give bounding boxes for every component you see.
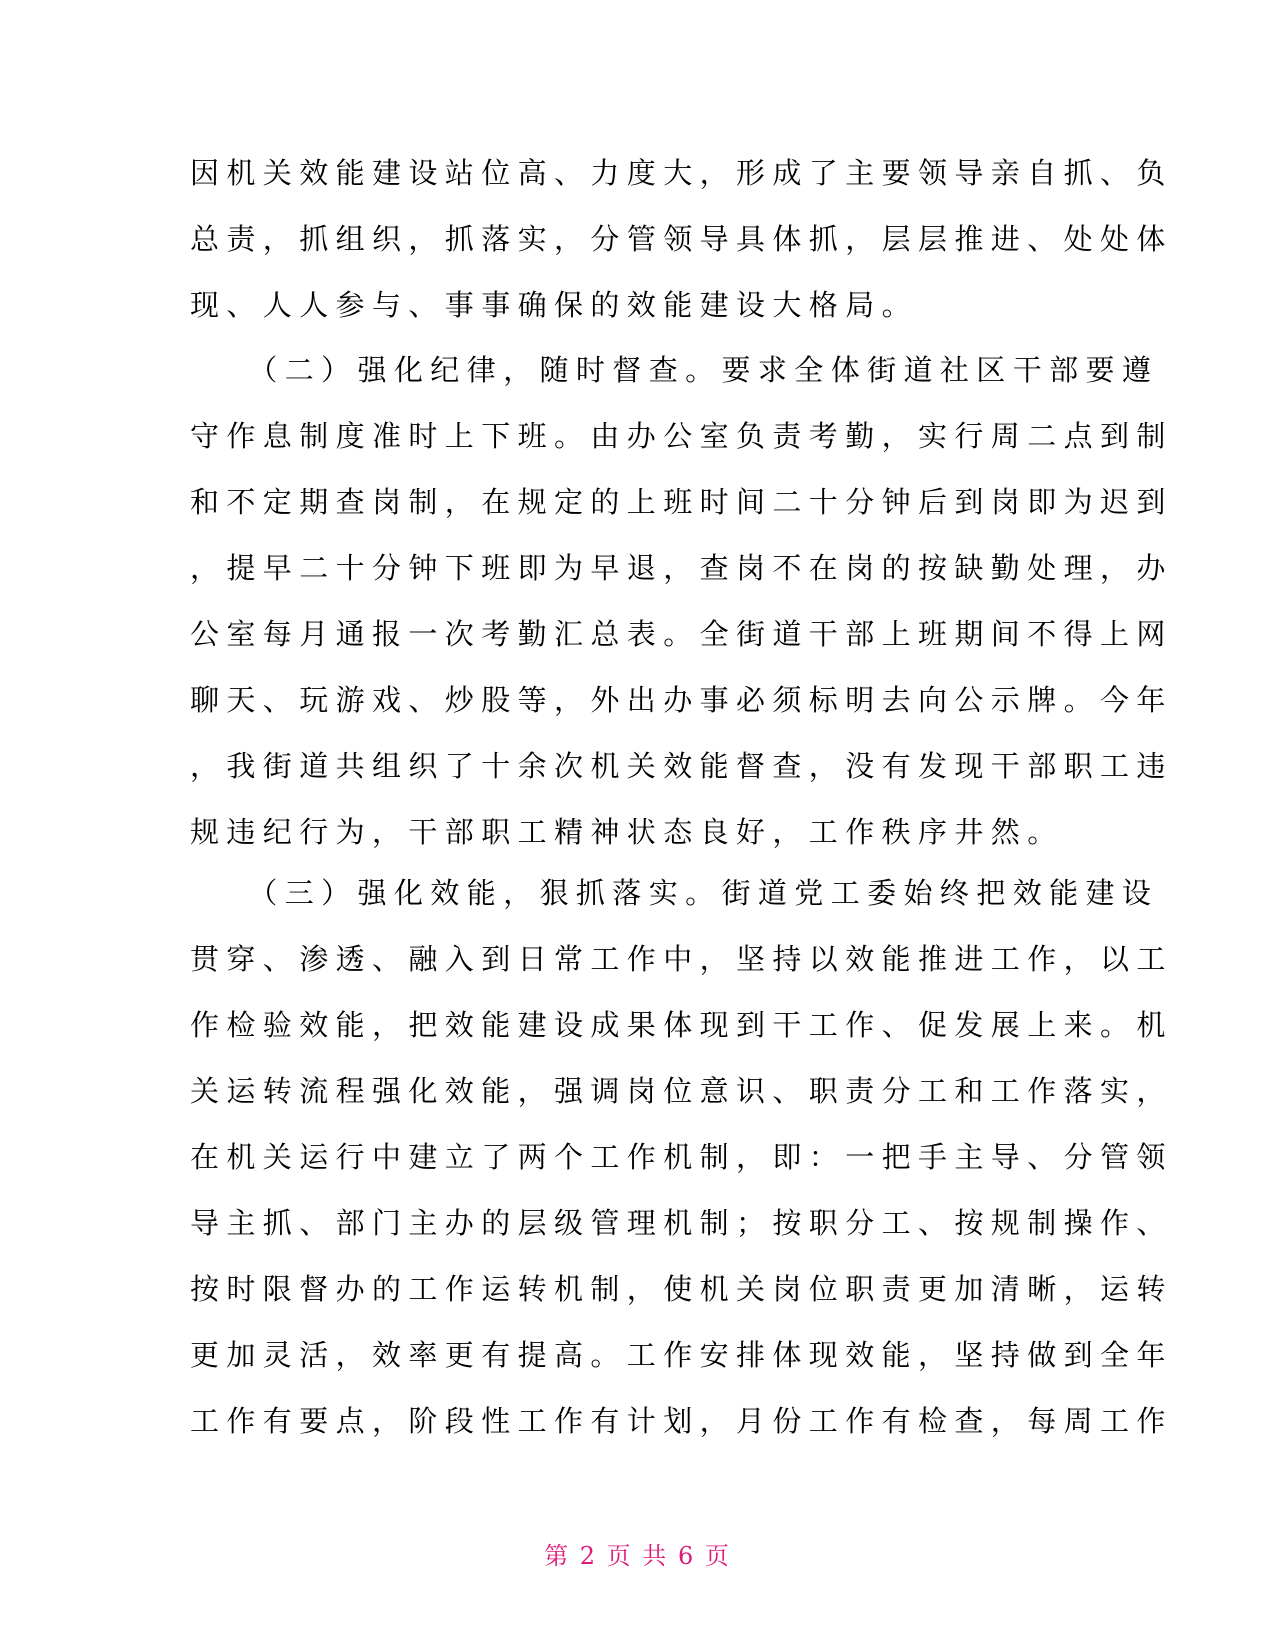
- text-line: ，我街道共组织了十余次机关效能督查，没有发现干部职工违: [190, 749, 1173, 783]
- paragraph-efficiency: [190, 860, 1173, 1454]
- paragraph-continuation: [190, 140, 1173, 338]
- text-line: 作检验效能，把效能建设成果体现到干工作、促发展上来。机: [190, 1008, 1173, 1042]
- text-line: 守作息制度准时上下班。由办公室负责考勤，实行周二点到制: [190, 419, 1173, 453]
- text-line: ，提早二十分钟下班即为早退，查岗不在岗的按缺勤处理，办: [190, 551, 1173, 585]
- text-line: 关运转流程强化效能，强调岗位意识、职责分工和工作落实，: [190, 1074, 1173, 1108]
- text-line: 总责，抓组织，抓落实，分管领导具体抓，层层推进、处处体: [190, 222, 1173, 256]
- text-line: 贯穿、渗透、融入到日常工作中，坚持以效能推进工作，以工: [190, 942, 1173, 976]
- text-line: 和不定期查岗制，在规定的上班时间二十分钟后到岗即为迟到: [190, 485, 1173, 519]
- text-line: 聊天、玩游戏、炒股等，外出办事必须标明去向公示牌。今年: [190, 683, 1173, 717]
- text-line: 因机关效能建设站位高、力度大，形成了主要领导亲自抓、负: [190, 156, 1173, 190]
- text-line: 导主抓、部门主办的层级管理机制；按职分工、按规制操作、: [190, 1206, 1173, 1240]
- page-number-footer: 第 2 页 共 6 页: [544, 1542, 731, 1570]
- text-line: 工作有要点，阶段性工作有计划，月份工作有检查，每周工作: [190, 1404, 1173, 1438]
- text-line: （二）强化纪律，随时督查。要求全体街道社区干部要遵: [190, 353, 1159, 387]
- text-line: （三）强化效能，狠抓落实。街道党工委始终把效能建设: [190, 876, 1159, 910]
- paragraph-discipline: [190, 337, 1173, 865]
- text-line: 按时限督办的工作运转机制，使机关岗位职责更加清晰，运转: [190, 1272, 1173, 1306]
- text-line: 在机关运行中建立了两个工作机制，即：一把手主导、分管领: [190, 1140, 1173, 1174]
- text-line: 现、人人参与、事事确保的效能建设大格局。: [190, 288, 919, 322]
- text-line: 规违纪行为，干部职工精神状态良好，工作秩序井然。: [190, 815, 1064, 849]
- text-line: 更加灵活，效率更有提高。工作安排体现效能，坚持做到全年: [190, 1338, 1173, 1372]
- text-line: 公室每月通报一次考勤汇总表。全街道干部上班期间不得上网: [190, 617, 1173, 651]
